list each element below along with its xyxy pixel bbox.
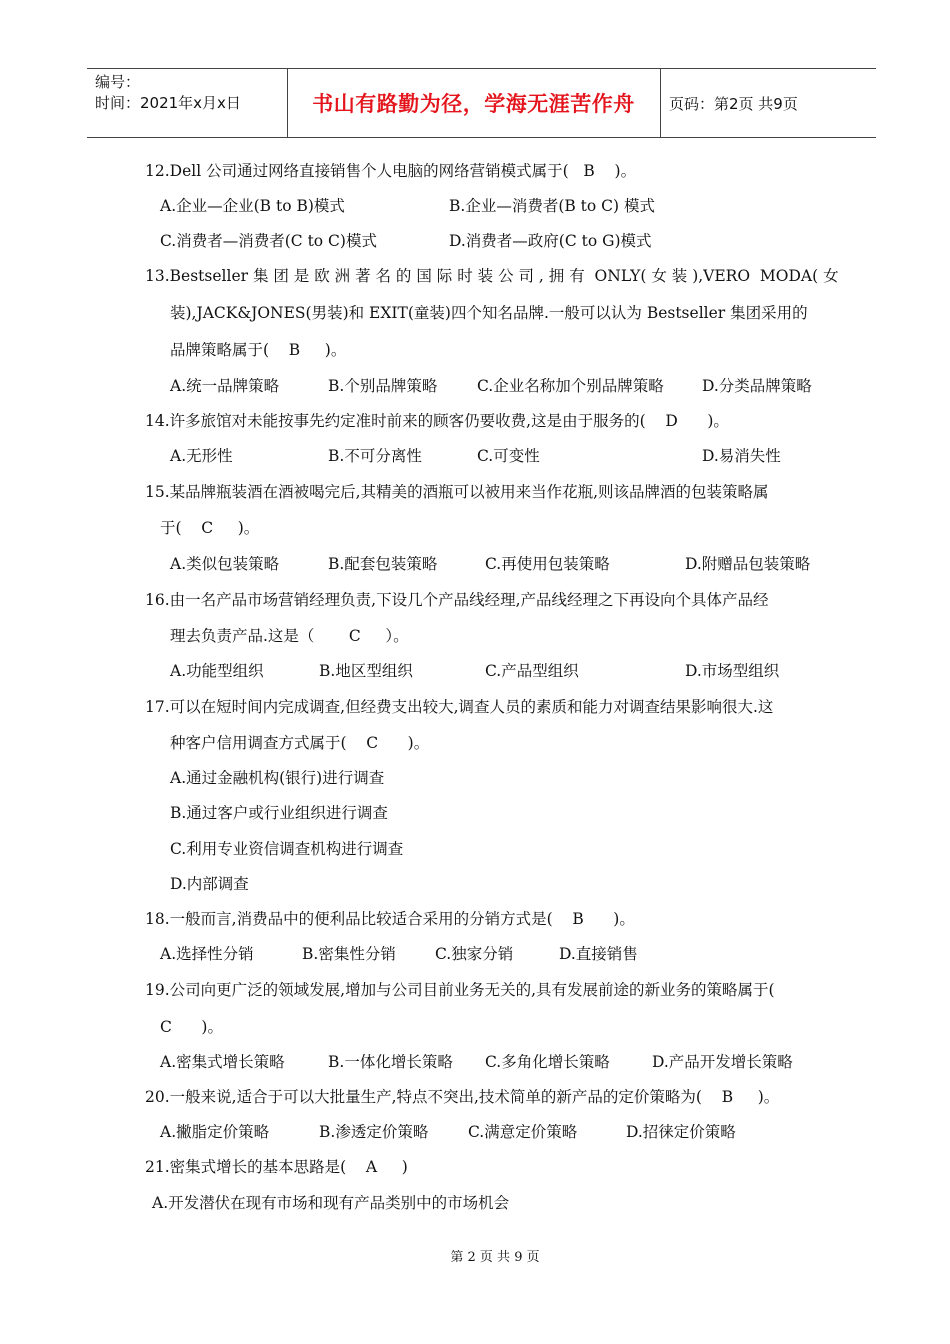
option-21a: A.开发潜伏在现有市场和现有产品类别中的市场机会: [152, 1194, 510, 1212]
option-17c: C.利用专业资信调查机构进行调查: [170, 840, 404, 858]
question-12: 12.Dell 公司通过网络直接销售个人电脑的网络营销模式属于( B )。: [145, 162, 637, 180]
option-17d: D.内部调查: [170, 875, 249, 893]
number-label: 编号：: [95, 73, 141, 91]
option-12b: B.企业—消费者(B to C) 模式: [449, 197, 656, 215]
option-13d: D.分类品牌策略: [702, 377, 812, 395]
question-13-line1: 13.Bestseller 集 团 是 欧 洲 著 名 的 国 际 时 装 公 司 , 拥 有 ONLY( 女 装 ),VERO MODA( 女: [145, 267, 839, 285]
option-17a: A.通过金融机构(银行)进行调查: [170, 769, 385, 787]
option-12d: D.消费者—政府(C to G)模式: [449, 232, 652, 250]
option-15d: D.附赠品包装策略: [685, 555, 811, 573]
option-17b: B.通过客户或行业组织进行调查: [170, 804, 388, 822]
option-16a: A.功能型组织: [170, 662, 264, 680]
option-13a: A.统一品牌策略: [170, 377, 280, 395]
option-19a: A.密集式增长策略: [160, 1053, 285, 1071]
question-13-line2: 装),JACK&JONES(男装)和 EXIT(童装)四个知名品牌.一般可以认为 Bestseller 集团采用的: [170, 304, 808, 322]
option-18c: C.独家分销: [435, 945, 514, 963]
question-18: 18.一般而言,消费品中的便利品比较适合采用的分销方式是( B )。: [145, 910, 635, 928]
option-20d: D.招徕定价策略: [626, 1123, 736, 1141]
option-19b: B.一体化增长策略: [328, 1053, 453, 1071]
option-13c: C.企业名称加个别品牌策略: [477, 377, 664, 395]
option-15c: C.再使用包装策略: [485, 555, 610, 573]
option-20b: B.渗透定价策略: [319, 1123, 429, 1141]
option-14a: A.无形性: [170, 447, 233, 465]
option-15a: A.类似包装策略: [170, 555, 280, 573]
option-14c: C.可变性: [477, 447, 540, 465]
option-12c: C.消费者—消费者(C to C)模式: [160, 232, 377, 250]
question-17-line1: 17.可以在短时间内完成调查,但经费支出较大,调查人员的素质和能力对调查结果影响很大.这: [145, 698, 774, 716]
question-20: 20.一般来说,适合于可以大批量生产,特点不突出,技术简单的新产品的定价策略为( B )。: [145, 1088, 780, 1106]
option-14d: D.易消失性: [702, 447, 781, 465]
header-motto-cell: [287, 69, 661, 137]
page-footer: [0, 1246, 950, 1265]
option-16d: D.市场型组织: [685, 662, 780, 680]
question-15-line2: 于( C )。: [160, 519, 260, 537]
option-19d: D.产品开发增长策略: [652, 1053, 793, 1071]
option-16c: C.产品型组织: [485, 662, 579, 680]
option-16b: B.地区型组织: [319, 662, 413, 680]
option-20a: A.撇脂定价策略: [160, 1123, 270, 1141]
question-16-line2: 理去负责产品.这是（ C ）。: [170, 627, 409, 645]
option-18a: A.选择性分销: [160, 945, 254, 963]
option-20c: C.满意定价策略: [468, 1123, 578, 1141]
option-18d: D.直接销售: [559, 945, 638, 963]
time-label: 时间：2021年x月x日: [95, 94, 241, 112]
question-14: 14.许多旅馆对未能按事先约定准时前来的顾客仍要收费,这是由于服务的( D )。: [145, 412, 729, 430]
page-header: [87, 68, 876, 138]
question-19-line1: 19.公司向更广泛的领域发展,增加与公司目前业务无关的,具有发展前途的新业务的策略属于(: [145, 981, 775, 999]
option-13b: B.个别品牌策略: [328, 377, 438, 395]
header-motto: 书山有路勤为径，学海无涯苦作舟: [312, 92, 635, 116]
question-13-line3: 品牌策略属于( B )。: [170, 341, 347, 359]
question-15-line1: 15.某品牌瓶装酒在酒被喝完后,其精美的酒瓶可以被用来当作花瓶,则该品牌酒的包装策略属: [145, 483, 769, 501]
option-15b: B.配套包装策略: [328, 555, 438, 573]
question-19-line2: C )。: [160, 1018, 223, 1036]
option-14b: B.不可分离性: [328, 447, 422, 465]
question-21: 21.密集式增长的基本思路是( A ): [145, 1158, 408, 1176]
option-12a: A.企业—企业(B to B)模式: [160, 197, 345, 215]
question-16-line1: 16.由一名产品市场营销经理负责,下设几个产品线经理,产品线经理之下再设向个具体产品经: [145, 591, 769, 609]
header-page-cell: [661, 69, 876, 137]
footer-page-number: 第 2 页 共 9 页: [450, 1250, 540, 1265]
header-page-label: 页码：第2页 共9页: [669, 94, 798, 113]
header-meta: [87, 69, 288, 137]
option-18b: B.密集性分销: [302, 945, 396, 963]
question-17-line2: 种客户信用调查方式属于( C )。: [170, 734, 430, 752]
option-19c: C.多角化增长策略: [485, 1053, 610, 1071]
